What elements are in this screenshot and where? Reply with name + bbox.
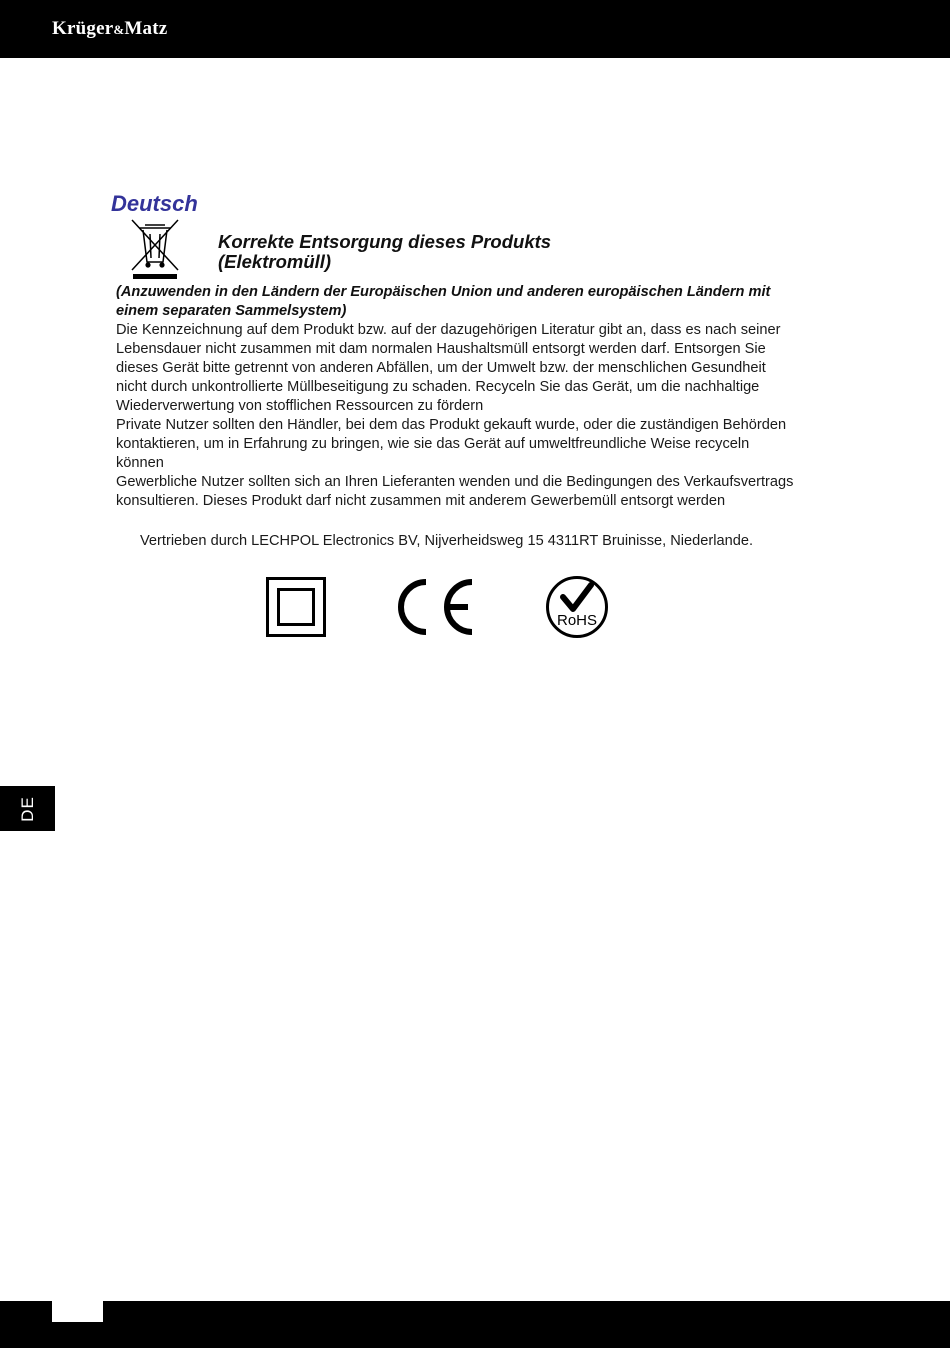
title-line: Korrekte Entsorgung dieses Produkts xyxy=(218,231,552,252)
crossed-bin-icon xyxy=(128,218,182,280)
body-line: kontaktieren, um in Erfahrung zu bringen, wie sie das Gerät auf umweltfreundliche Weise recyceln xyxy=(116,436,750,452)
title-line: (Elektromüll) xyxy=(218,251,332,272)
body-line: können xyxy=(116,455,164,471)
header-bar xyxy=(0,0,950,58)
scope-line: einem separaten Sammelsystem) xyxy=(116,303,347,319)
document-title xyxy=(218,232,551,272)
ce-mark-icon xyxy=(394,577,476,637)
language-side-tab xyxy=(0,786,55,831)
body-line: nicht durch unkontrollierte Müllbeseitigung zu schaden. Recyceln Sie das Gerät, um die nachhaltige xyxy=(116,379,760,395)
brand-logo: Krüger&Matz xyxy=(52,18,168,39)
footer-bar xyxy=(0,1301,950,1348)
body-line: Private Nutzer sollten den Händler, bei dem das Produkt gekauft wurde, oder die zuständigen Behörden xyxy=(116,417,787,433)
body-line: Die Kennzeichnung auf dem Produkt bzw. auf der dazugehörigen Literatur gibt an, dass es nach seiner xyxy=(116,322,781,338)
scope-line: (Anzuwenden in den Ländern der Europäischen Union und anderen europäischen Ländern mit xyxy=(116,284,771,300)
rohs-icon xyxy=(545,575,609,639)
body-line: Wiederverwertung von stofflichen Ressourcen zu fördern xyxy=(116,398,484,414)
distributor-text: Vertrieben durch LECHPOL Electronics BV, Nijverheidsweg 15 4311RT Bruinisse, Niederlande. xyxy=(140,533,753,549)
side-tab-label: DE xyxy=(17,795,37,822)
body-line: Lebensdauer nicht zusammen mit dam normalen Haushaltsmüll entsorgt werden darf. Entsorgen Sie xyxy=(116,341,766,357)
body-text xyxy=(116,283,876,511)
body-line: Gewerbliche Nutzer sollten sich an Ihren Lieferanten wenden und die Bedingungen des Verkaufsvertrags xyxy=(116,474,794,490)
body-line: dieses Gerät bitte getrennt von anderen Abfällen, um der Umwelt bzw. der menschlichen Gesundheit xyxy=(116,360,766,376)
rohs-label: RoHS xyxy=(556,612,598,629)
page-number-box xyxy=(52,1301,103,1322)
class-ii-icon xyxy=(266,577,326,637)
language-heading: Deutsch xyxy=(111,191,198,216)
body-line: konsultieren. Dieses Produkt darf nicht zusammen mit anderem Gewerbemüll entsorgt werden xyxy=(116,493,726,509)
